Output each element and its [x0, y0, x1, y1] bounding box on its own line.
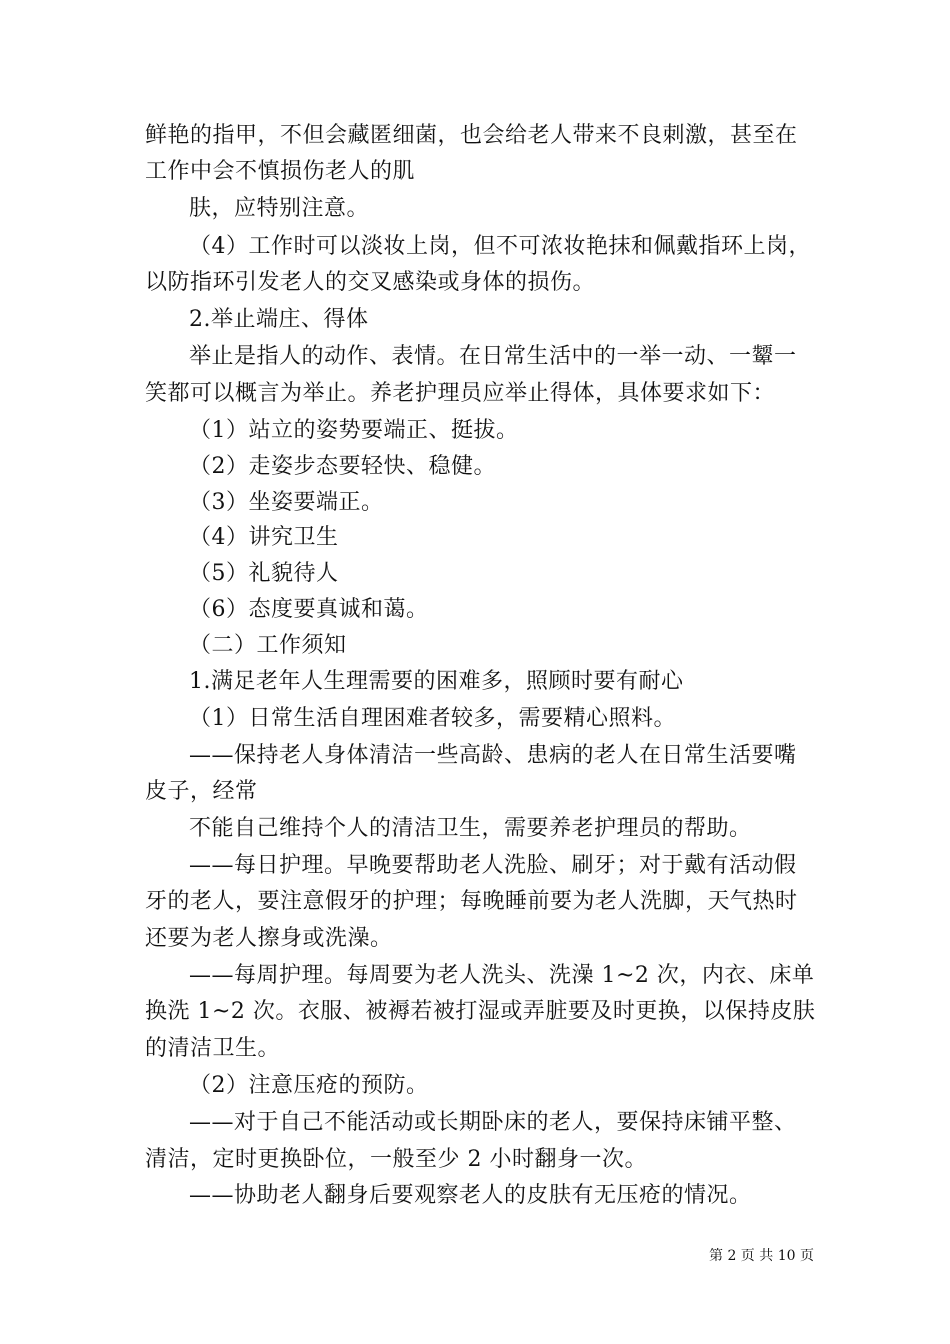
text-line: 鲜艳的指甲，不但会藏匿细菌，也会给老人带来不良刺激，甚至在 [145, 123, 798, 148]
text-line: ——每周护理。每周要为老人洗头、洗澡 1~2 次，内衣、床单 [189, 963, 815, 988]
list-item: （4）讲究卫生 [189, 525, 339, 550]
list-item: （6）态度要真诚和蔼。 [189, 597, 429, 622]
text-line: 皮子，经常 [145, 779, 258, 804]
section-heading: 1.满足老年人生理需要的困难多，照顾时要有耐心 [189, 669, 684, 694]
text-line: 以防指环引发老人的交叉感染或身体的损伤。 [145, 270, 596, 295]
text-line: ——协助老人翻身后要观察老人的皮肤有无压疮的情况。 [189, 1183, 752, 1208]
text-line: 笑都可以概言为举止。养老护理员应举止得体，具体要求如下： [145, 381, 776, 406]
text-line: 换洗 1~2 次。衣服、被褥若被打湿或弄脏要及时更换，以保持皮肤 [145, 999, 816, 1024]
section-heading: 2.举止端庄、得体 [189, 307, 369, 332]
text-line: 肤，应特别注意。 [189, 196, 370, 221]
text-line: （2）注意压疮的预防。 [189, 1073, 429, 1098]
text-line: （1）日常生活自理困难者较多，需要精心照料。 [189, 706, 676, 731]
list-item: （2）走姿步态要轻快、稳健。 [189, 454, 496, 479]
text-line: 不能自己维持个人的清洁卫生，需要养老护理员的帮助。 [189, 816, 752, 841]
text-line: 牙的老人，要注意假牙的护理；每晚睡前要为老人洗脚，天气热时 [145, 889, 798, 914]
page-footer: 第 2 页 共 10 页 [709, 1248, 814, 1264]
text-line: 还要为老人擦身或洗澡。 [145, 926, 393, 951]
list-item: （5）礼貌待人 [189, 561, 339, 586]
list-item: （3）坐姿要端正。 [189, 490, 384, 515]
section-heading: （二）工作须知 [189, 633, 347, 658]
text-line: ——对于自己不能活动或长期卧床的老人，要保持床铺平整、 [189, 1110, 797, 1135]
text-line: 清洁，定时更换卧位，一般至少 2 小时翻身一次。 [145, 1147, 647, 1172]
text-line: 的清洁卫生。 [145, 1036, 281, 1061]
text-line: 工作中会不慎损伤老人的肌 [145, 159, 416, 184]
text-line: （4）工作时可以淡妆上岗，但不可浓妆艳抹和佩戴指环上岗， [189, 234, 811, 259]
text-line: ——每日护理。早晚要帮助老人洗脸、刷牙；对于戴有活动假 [189, 853, 797, 878]
list-item: （1）站立的姿势要端正、挺拔。 [189, 418, 519, 443]
text-line: 举止是指人的动作、表情。在日常生活中的一举一动、一颦一 [189, 344, 797, 369]
text-line: ——保持老人身体清洁一些高龄、患病的老人在日常生活要嘴 [189, 743, 797, 768]
